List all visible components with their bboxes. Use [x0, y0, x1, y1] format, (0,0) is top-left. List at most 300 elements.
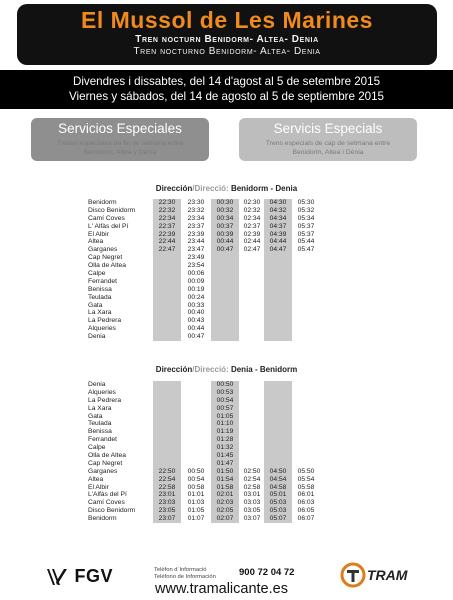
departure-time [264, 333, 292, 341]
departure-time: 23:39 [187, 230, 205, 238]
station-name: Camí Coves [88, 499, 125, 507]
departure-time [292, 270, 320, 278]
departure-time: 02:47 [243, 246, 261, 254]
departure-time [264, 302, 292, 310]
departure-time: 00:39 [216, 230, 234, 238]
box-desc-line: Benidorm, Altea i Dénia [292, 148, 364, 156]
departure-time: 04:44 [269, 238, 287, 246]
departure-time: 04:39 [269, 230, 287, 238]
departure-time: 00:44 [187, 325, 205, 333]
station-name: Alqueries [88, 388, 116, 396]
station-name: Disco Benidorm [88, 507, 136, 515]
departure-time: 00:57 [216, 404, 234, 412]
departure-time: 04:34 [269, 214, 287, 222]
departure-time: 03:07 [243, 515, 261, 523]
departure-time [292, 444, 320, 452]
departure-time [238, 452, 266, 460]
departure-time [238, 278, 266, 286]
departure-time: 00:50 [216, 381, 234, 388]
subtitle-valencian: Tren nocturn Benidorm- Altea- Denia [135, 34, 319, 45]
departure-time: 01:28 [216, 436, 234, 444]
departure-time [153, 309, 181, 317]
departure-time [153, 420, 181, 428]
departure-time: 03:05 [243, 507, 261, 515]
station-name: Cap Negret [88, 254, 123, 262]
departure-time [292, 302, 320, 310]
departure-time: 05:50 [297, 467, 315, 475]
departure-time [238, 333, 266, 341]
departure-time [292, 333, 320, 341]
departure-column [211, 199, 239, 341]
departure-time: 04:30 [269, 199, 287, 206]
departure-time: 05:01 [269, 491, 287, 499]
departure-time: 01:54 [216, 475, 234, 483]
departure-time [238, 262, 266, 270]
departure-time: 06:07 [297, 515, 315, 523]
departure-time: 01:50 [216, 467, 234, 475]
departure-time [153, 397, 181, 405]
station-list [88, 381, 154, 523]
departure-time [264, 309, 292, 317]
departure-time [292, 294, 320, 302]
departure-time [238, 302, 266, 310]
departure-time [153, 262, 181, 270]
departure-time [292, 452, 320, 460]
special-services-desc-va [233, 140, 423, 157]
departure-time: 00:34 [216, 214, 234, 222]
departure-time: 02:54 [243, 475, 261, 483]
station-name: L'Alfàs del Pí [88, 491, 127, 499]
departure-time [153, 302, 181, 310]
station-name: Benidorm [88, 515, 117, 523]
station-name: Olla de Altea [88, 262, 126, 270]
departure-time [292, 325, 320, 333]
departure-time: 22:54 [158, 475, 176, 483]
departure-time: 23:32 [187, 206, 205, 214]
departure-time [182, 452, 210, 460]
departure-time: 01:19 [216, 428, 234, 436]
station-name: Calpe [88, 444, 106, 452]
departure-time [182, 428, 210, 436]
departure-time [264, 262, 292, 270]
departure-time: 01:05 [216, 412, 234, 420]
departure-time: 00:50 [187, 467, 205, 475]
departure-time: 04:58 [269, 483, 287, 491]
departure-time: 00:37 [216, 222, 234, 230]
departure-time: 23:37 [187, 222, 205, 230]
dir-prefix: Dirección [155, 365, 193, 374]
departure-time [264, 460, 292, 468]
departure-time [153, 460, 181, 468]
station-name: El Albir [88, 483, 109, 491]
departure-column [264, 381, 292, 523]
departure-time [264, 428, 292, 436]
info-phone-labels [154, 567, 216, 581]
departure-time [182, 389, 210, 397]
departure-time: 05:30 [297, 199, 315, 206]
departure-time [292, 389, 320, 397]
departure-time [292, 278, 320, 286]
departure-time: 00:09 [187, 277, 205, 285]
departure-time [153, 381, 181, 389]
departure-time [211, 254, 239, 262]
departure-time [211, 309, 239, 317]
station-name: La Pedrera [88, 317, 122, 325]
departure-time [211, 333, 239, 341]
departure-time: 02:37 [243, 222, 261, 230]
departure-time [153, 444, 181, 452]
departure-time [264, 278, 292, 286]
tel-label-es: Teléfono de Información [154, 574, 216, 580]
departure-time [211, 325, 239, 333]
departure-time: 22:58 [158, 483, 176, 491]
page-title: El Mussol de Les Marines [81, 7, 373, 33]
departure-time: 00:44 [216, 238, 234, 246]
dir-prefix: Dirección [155, 184, 193, 193]
departure-time [153, 294, 181, 302]
departure-time: 23:44 [187, 238, 205, 246]
departure-time [153, 452, 181, 460]
direction-heading-2 [0, 365, 453, 374]
departure-time [211, 302, 239, 310]
departure-time [264, 270, 292, 278]
departure-time: 05:58 [297, 483, 315, 491]
station-name: Gata [88, 301, 103, 309]
departure-time [264, 420, 292, 428]
departure-time: 00:47 [187, 333, 205, 341]
departure-time [292, 413, 320, 421]
departure-time [238, 317, 266, 325]
station-name: Garganes [88, 467, 118, 475]
departure-time [182, 420, 210, 428]
departure-time [238, 444, 266, 452]
departure-time [238, 389, 266, 397]
departure-time: 02:07 [216, 515, 234, 523]
station-name: Altea [88, 238, 104, 246]
departure-time [153, 254, 181, 262]
departure-time [211, 294, 239, 302]
departure-time: 01:01 [187, 491, 205, 499]
departure-time [264, 413, 292, 421]
box-desc-line: Trenes especiales de fin de semana entre [56, 140, 184, 147]
station-name: La Pedrera [88, 396, 122, 404]
departure-column [238, 199, 266, 341]
station-name: Garganes [88, 246, 118, 254]
departure-time [182, 381, 210, 389]
departure-time: 23:01 [158, 491, 176, 499]
station-name: Benissa [88, 285, 112, 293]
departure-time [292, 286, 320, 294]
departure-time [153, 278, 181, 286]
departure-time [182, 460, 210, 468]
departure-time: 23:03 [158, 499, 176, 507]
departure-time [238, 420, 266, 428]
departure-time [238, 460, 266, 468]
departure-time [264, 325, 292, 333]
departure-time: 02:44 [243, 238, 261, 246]
departure-time [182, 413, 210, 421]
departure-time: 23:54 [187, 262, 205, 270]
departure-time: 06:01 [297, 491, 315, 499]
departure-time: 01:07 [187, 515, 205, 523]
header-banner [17, 4, 437, 65]
departure-column [211, 381, 239, 523]
departure-time: 02:05 [216, 507, 234, 515]
station-name: Benidorm [88, 199, 117, 206]
departure-time: 01:45 [216, 452, 234, 460]
departure-time: 05:32 [297, 206, 315, 214]
departure-time: 00:58 [187, 483, 205, 491]
departure-time: 02:50 [243, 467, 261, 475]
departure-time [238, 309, 266, 317]
departure-time: 23:07 [158, 515, 176, 523]
departure-time: 05:03 [269, 507, 287, 515]
departure-time [153, 270, 181, 278]
departure-time [292, 405, 320, 413]
dir-sep: /Direcció: [192, 365, 229, 374]
departure-time: 00:19 [187, 285, 205, 293]
station-name: El Albir [88, 230, 109, 238]
station-name: Alqueries [88, 325, 116, 333]
dir-route: Benidorm - Denia [228, 184, 298, 193]
departure-time: 22:32 [158, 206, 176, 214]
departure-time: 05:44 [297, 238, 315, 246]
departure-time: 23:34 [187, 214, 205, 222]
fgv-label: FGV [74, 566, 114, 586]
departure-time [153, 333, 181, 341]
departure-time [264, 317, 292, 325]
departure-time: 23:30 [187, 199, 205, 206]
station-name: Ferrandet [88, 277, 117, 285]
departure-time: 03:03 [243, 499, 261, 507]
departure-time [211, 278, 239, 286]
departure-time [264, 436, 292, 444]
departure-time [264, 294, 292, 302]
departure-time [238, 270, 266, 278]
station-name: L' Alfàs del Pí [88, 222, 129, 230]
departure-time: 05:07 [269, 515, 287, 523]
departure-time [182, 436, 210, 444]
departure-time [238, 436, 266, 444]
departure-time: 06:03 [297, 499, 315, 507]
departure-time: 01:03 [187, 499, 205, 507]
departure-time [264, 397, 292, 405]
departure-time: 04:37 [269, 222, 287, 230]
departure-time: 22:44 [158, 238, 176, 246]
departure-time [292, 428, 320, 436]
station-name: Denia [88, 381, 106, 388]
departure-time: 02:03 [216, 499, 234, 507]
departure-time [264, 254, 292, 262]
departure-time: 05:37 [297, 230, 315, 238]
departure-time: 22:37 [158, 222, 176, 230]
departure-time [264, 444, 292, 452]
departure-time: 23:05 [158, 507, 176, 515]
departure-time [292, 309, 320, 317]
departure-time [292, 397, 320, 405]
departure-column [264, 199, 292, 341]
departure-time [292, 254, 320, 262]
departure-time: 02:30 [243, 199, 261, 206]
tram-logo [340, 562, 408, 593]
station-name: Altea [88, 475, 104, 483]
departure-time: 02:32 [243, 206, 261, 214]
direction-heading-1 [0, 184, 453, 193]
departure-time: 00:54 [216, 396, 234, 404]
departure-time [292, 460, 320, 468]
departure-time: 23:47 [187, 246, 205, 254]
departure-time [153, 413, 181, 421]
departure-time: 02:34 [243, 214, 261, 222]
fgv-logo [45, 566, 113, 587]
tel-label-va: Telèfon d´Informació [154, 567, 207, 573]
station-name: Olla de Altea [88, 452, 126, 460]
departure-time [238, 397, 266, 405]
departure-column [292, 381, 320, 523]
departure-time: 00:40 [187, 309, 205, 317]
departure-time: 22:47 [158, 246, 176, 254]
departure-time: 04:50 [269, 467, 287, 475]
departure-time: 22:34 [158, 214, 176, 222]
departure-time: 00:32 [216, 206, 234, 214]
station-name: Teulada [88, 293, 112, 301]
subtitle-spanish: Tren nocturno Benidorm- Altea- Denia [133, 46, 321, 57]
departure-time [153, 436, 181, 444]
departure-time: 00:24 [187, 293, 205, 301]
departure-time [292, 262, 320, 270]
departure-time: 01:32 [216, 444, 234, 452]
station-name: Teulada [88, 420, 112, 428]
station-name: Denia [88, 333, 106, 341]
departure-time: 00:43 [187, 317, 205, 325]
departure-time [264, 286, 292, 294]
departure-time [292, 317, 320, 325]
departure-time: 22:30 [158, 199, 176, 206]
dates-valencian: Divendres i dissabtes, del 14 d'agost al 5 de setembre 2015 [72, 75, 381, 88]
departure-time [264, 452, 292, 460]
departure-time: 05:54 [297, 475, 315, 483]
departure-time [264, 405, 292, 413]
station-list [88, 199, 154, 341]
departure-time [238, 294, 266, 302]
departure-time: 00:53 [216, 388, 234, 396]
fgv-logo-icon [45, 567, 69, 587]
dir-route: Denia - Benidorm [228, 365, 298, 374]
departure-time [153, 389, 181, 397]
departure-column [153, 199, 181, 341]
station-name: La Xara [88, 309, 112, 317]
tram-label: TRAM [367, 567, 408, 583]
special-services-desc-es [25, 140, 215, 157]
departure-time: 23:49 [187, 254, 205, 262]
box-desc-line: Trens especials de cap de setmana entre [265, 140, 391, 147]
departure-time [211, 317, 239, 325]
departure-column [182, 199, 210, 341]
departure-time [153, 405, 181, 413]
box-title: Servicis Especials [273, 121, 383, 136]
departure-time: 04:47 [269, 246, 287, 254]
departure-time: 01:58 [216, 483, 234, 491]
station-name: Cap Negret [88, 459, 123, 467]
departure-time: 04:32 [269, 206, 287, 214]
departure-time [238, 405, 266, 413]
website-link[interactable]: www.tramalicante.es [155, 581, 288, 597]
departure-column [182, 381, 210, 523]
dir-sep: /Direcció: [192, 184, 229, 193]
departure-time [182, 444, 210, 452]
departure-time [292, 420, 320, 428]
departure-time: 02:01 [216, 491, 234, 499]
info-phone-number: 900 72 04 72 [239, 567, 295, 578]
departure-time [153, 325, 181, 333]
station-name: Gata [88, 412, 103, 420]
departure-time [264, 389, 292, 397]
departure-time: 02:58 [243, 483, 261, 491]
station-name: Disco Benidorm [88, 206, 136, 214]
departure-time [211, 286, 239, 294]
departure-time [182, 405, 210, 413]
departure-time: 02:39 [243, 230, 261, 238]
dates-spanish: Viernes y sábados, del 14 de agosto al 5 de septiembre 2015 [69, 90, 384, 103]
box-desc-line: Benidorm, Altea y Dénia [83, 148, 157, 156]
departure-time [238, 325, 266, 333]
departure-time [292, 381, 320, 389]
departure-time: 22:39 [158, 230, 176, 238]
departure-time [264, 381, 292, 389]
departure-time [182, 397, 210, 405]
departure-time [238, 286, 266, 294]
departure-time: 22:50 [158, 467, 176, 475]
departure-time: 01:47 [216, 459, 234, 467]
departure-time [211, 262, 239, 270]
departure-time: 05:34 [297, 214, 315, 222]
departure-time [238, 381, 266, 389]
station-name: Ferrandet [88, 436, 117, 444]
departure-column [238, 381, 266, 523]
departure-time: 01:05 [187, 507, 205, 515]
departure-time [153, 286, 181, 294]
departure-time [238, 254, 266, 262]
station-name: Calpe [88, 270, 106, 278]
station-name: La Xara [88, 404, 112, 412]
departure-time: 05:03 [269, 499, 287, 507]
departure-column [153, 381, 181, 523]
departure-column [292, 199, 320, 341]
departure-time [238, 413, 266, 421]
departure-time: 05:47 [297, 246, 315, 254]
dates-band [0, 70, 453, 109]
station-name: Benissa [88, 428, 112, 436]
station-name: Camí Coves [88, 214, 125, 222]
departure-time: 00:30 [216, 199, 234, 206]
departure-time [153, 428, 181, 436]
departure-time: 00:54 [187, 475, 205, 483]
departure-time [238, 428, 266, 436]
departure-time: 00:06 [187, 270, 205, 278]
departure-time: 05:37 [297, 222, 315, 230]
departure-time: 06:05 [297, 507, 315, 515]
box-title: Servicios Especiales [58, 121, 182, 136]
departure-time [153, 317, 181, 325]
departure-time: 00:47 [216, 246, 234, 254]
departure-time: 00:33 [187, 301, 205, 309]
tram-logo-icon [340, 562, 366, 588]
departure-time [211, 270, 239, 278]
departure-time [292, 436, 320, 444]
departure-time: 03:01 [243, 491, 261, 499]
departure-time: 01:10 [216, 420, 234, 428]
departure-time: 04:54 [269, 475, 287, 483]
